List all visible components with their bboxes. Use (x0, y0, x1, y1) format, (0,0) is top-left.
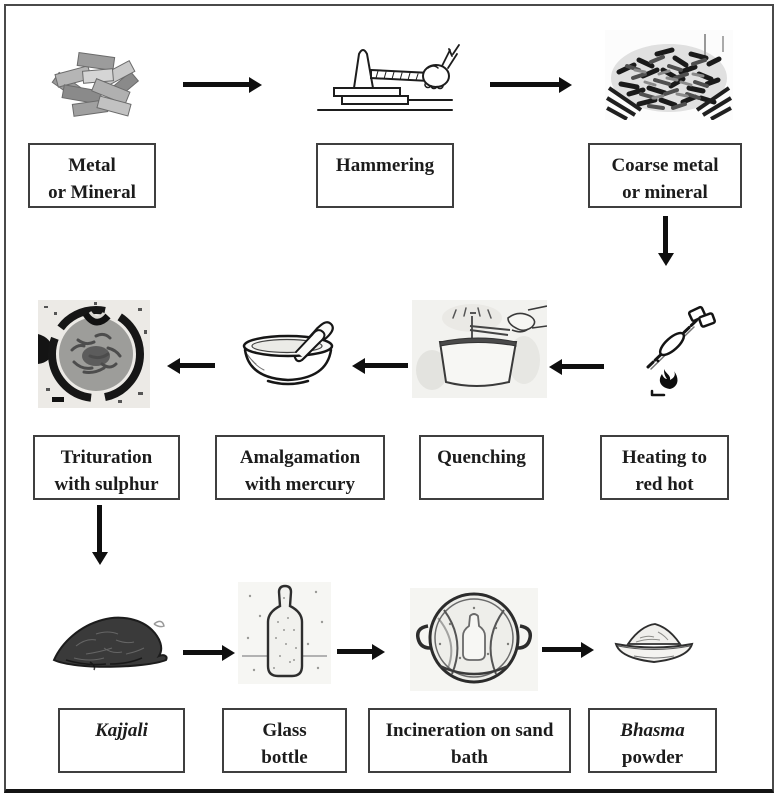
label-line: bottle (261, 747, 308, 768)
arrow-metal-to-hammering (183, 77, 262, 93)
label-line: bath (451, 747, 488, 768)
arrow-trituration-to-kajjali (92, 505, 108, 565)
metal-chunks-photo (38, 40, 158, 135)
label-line: Glass (262, 720, 307, 741)
glass-bottle-sketch (238, 582, 331, 684)
tongs-over-flame-sketch (634, 303, 716, 399)
label-line: Amalgamation (239, 447, 361, 468)
coarse-fragments-photo (605, 30, 733, 120)
arrow-quenching-to-amalgamation (352, 358, 408, 374)
label-coarse-metal-or-mineral (588, 143, 742, 208)
quenching-pot-sketch (412, 300, 547, 398)
black-powder-mound-photo (46, 596, 174, 681)
label-kajjali (58, 708, 185, 773)
arrow-heating-to-quenching (549, 359, 604, 375)
label-amalgamation-with-mercury (215, 435, 385, 500)
label-hammering (316, 143, 454, 208)
label-line: Bhasma (620, 720, 685, 741)
label-quenching (419, 435, 544, 500)
label-line: Metal (68, 155, 116, 176)
label-line: powder (621, 747, 684, 768)
label-heating-to-red-hot (600, 435, 729, 500)
sand-bath-pan-sketch (410, 588, 538, 691)
powder-heap-dish-sketch (610, 616, 698, 669)
label-line: Heating to (622, 447, 707, 468)
label-line: Quenching (437, 447, 526, 468)
arrow-hammering-to-coarse (490, 77, 572, 93)
arrow-kajjali-to-bottle (183, 645, 235, 661)
label-line: with sulphur (54, 474, 159, 495)
arrow-amalgamation-to-trituration (167, 358, 215, 374)
label-line: Trituration (60, 447, 153, 468)
grinding-mortar-photo (38, 300, 164, 408)
mortar-pestle-sketch (238, 310, 344, 394)
label-line: with mercury (245, 474, 355, 495)
label-line: Incineration on sand (385, 720, 554, 741)
label-incineration-on-sand-bath (368, 708, 571, 773)
label-line: red hot (635, 474, 694, 495)
arrow-bottle-to-incineration (337, 644, 385, 660)
arrow-incineration-to-bhasma (542, 642, 594, 658)
label-line: Kajjali (95, 720, 148, 741)
hammer-sketch (310, 42, 460, 120)
label-line: or Mineral (48, 182, 136, 203)
arrow-coarse-to-heating (658, 216, 674, 266)
label-metal-or-mineral (28, 143, 156, 208)
label-trituration-with-sulphur (33, 435, 180, 500)
label-bhasma-powder (588, 708, 717, 773)
label-line: Hammering (335, 155, 435, 176)
label-line: Coarse metal (611, 155, 719, 176)
label-glass-bottle (222, 708, 347, 773)
label-line: or mineral (622, 182, 708, 203)
